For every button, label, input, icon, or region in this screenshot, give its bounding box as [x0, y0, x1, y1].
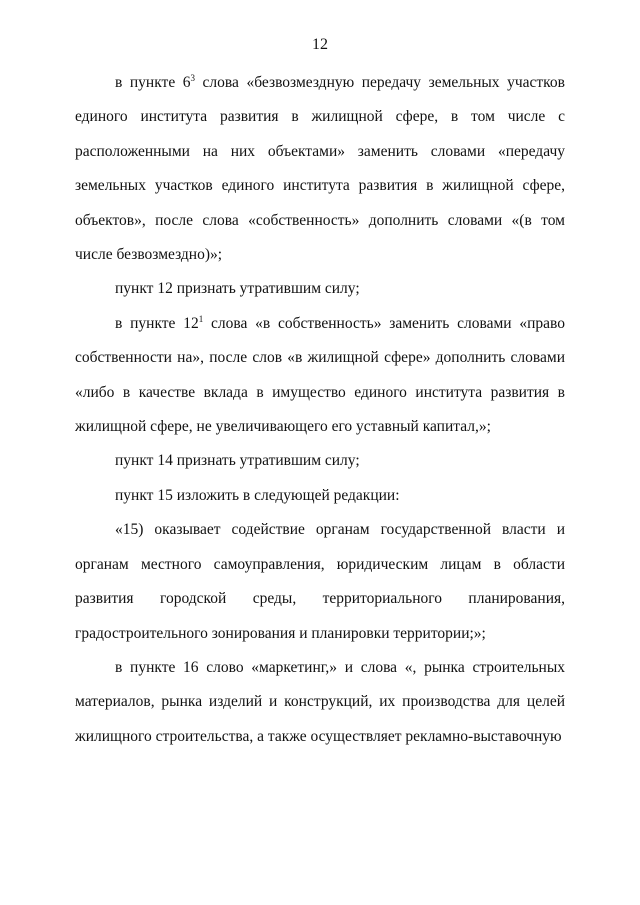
document-body [75, 66, 565, 754]
paragraph-repeal-point-14: пункт 14 признать утратившим силу; [115, 452, 360, 470]
paragraph-restate-point-15: пункт 15 изложить в следующей редакции: [115, 486, 400, 504]
paragraph-text-start: в пункте 6 [115, 74, 191, 91]
paragraph-point-15-new-text: «15) оказывает содействие органам государственной власти и органам местного самоуправления, юридическим лицам в области развития городской среды, территориального планирования, градостроительного зонирования и планировки территории;»; [75, 521, 565, 642]
paragraph-amend-point-6-3 [75, 66, 565, 272]
superscript-index: 3 [190, 73, 195, 83]
paragraph-text-rest: слова «безвозмездную передачу земельных участков единого института развития в жилищной сфере, в том числе с расположенными на них объектами» заменить словами «передачу земельных участков единого института развития в жилищной сфере, объектов», после слова «собственность» дополнить словами «(в том числе безвозмездно)»; [75, 74, 565, 264]
page-number: 12 [312, 36, 328, 53]
paragraph-text-rest: слова «в собственность» заменить словами «право собственности на», после слов «в жилищной сфере» дополнить словами «либо в качестве вклада в имущество единого института развития в жилищной сфере, не увеличивающего его уставный капитал,»; [75, 314, 566, 436]
paragraph-amend-point-16: в пункте 16 слово «маркетинг,» и слова «, рынка строительных материалов, рынка изделий и конструкций, их производства для целей жилищного строительства, а также осуществляет рекламно-выставочную [75, 658, 565, 745]
paragraph-text-start: в пункте 12 [115, 314, 199, 332]
paragraph-repeal-point-12: пункт 12 признать утратившим силу; [115, 280, 360, 298]
superscript-index: 1 [198, 313, 204, 324]
paragraph-amend-point-12-1 [75, 307, 565, 445]
